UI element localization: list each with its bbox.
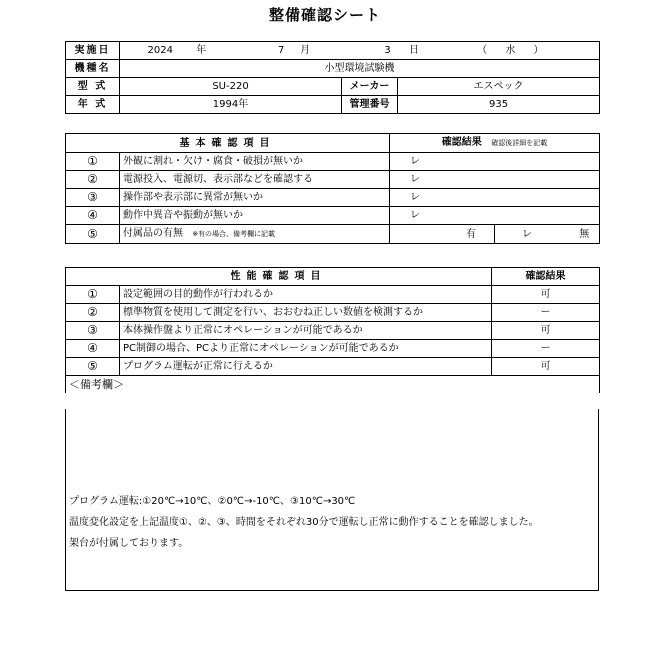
item-text: 動作中異音や振動が無いか <box>120 207 390 225</box>
maker-value: エスペック <box>398 78 600 96</box>
item-text: 設定範囲の目的動作が行われるか <box>120 286 492 304</box>
item-text: 本体操作盤より正常にオペレーションが可能であるか <box>120 322 492 340</box>
item-text: 電源投入、電源切、表示部などを確認する <box>120 171 390 189</box>
item-result: ー <box>492 304 600 322</box>
table-row <box>66 358 600 376</box>
table-row <box>66 207 600 225</box>
item-text: PC制御の場合、PCより正常にオペレーションが可能であるか <box>120 340 492 358</box>
day-value: 3 <box>384 45 391 56</box>
year-value: 2024 <box>147 45 173 56</box>
month-unit: 月 <box>300 45 311 56</box>
item-number: ① <box>66 286 120 304</box>
accessory-has: 有 <box>390 225 495 244</box>
item-result: 可 <box>492 286 600 304</box>
model-name-label: 機種名 <box>66 60 120 78</box>
item-number: ⑤ <box>66 358 120 376</box>
item-text: 操作部や表示部に異常が無いか <box>120 189 390 207</box>
perf-header: 性能確認項目 <box>66 268 492 286</box>
item-number: ④ <box>66 340 120 358</box>
item-number: ② <box>66 171 120 189</box>
item-result: 可 <box>492 358 600 376</box>
type-label: 型 式 <box>66 78 120 96</box>
table-row <box>66 153 600 171</box>
performance-check-table <box>65 267 600 393</box>
item-number: ⑤ <box>66 225 120 244</box>
notes-line: 架台が付属しております。 <box>69 538 189 549</box>
perf-header-row <box>66 268 600 286</box>
month-value: 7 <box>278 45 285 56</box>
table-row <box>66 286 600 304</box>
day-unit: 日 <box>408 45 419 56</box>
weekday-close: ） <box>533 45 544 56</box>
maker-label: メーカー <box>342 78 398 96</box>
item-result: 可 <box>492 322 600 340</box>
item-text <box>120 225 390 244</box>
accessory-none-cell <box>495 225 600 244</box>
item-number: ③ <box>66 322 120 340</box>
notes-text <box>69 491 539 554</box>
item-result: レ <box>390 171 600 189</box>
item-number: ① <box>66 153 120 171</box>
accessory-row <box>66 225 600 244</box>
item-text: プログラム運転が正常に行えるか <box>120 358 492 376</box>
page-title: 整備確認シート <box>268 6 381 24</box>
model-name-value: 小型環境試験機 <box>120 60 600 78</box>
item-result: レ <box>390 189 600 207</box>
accessory-note: ※有の場合、備考欄に記載 <box>192 230 276 238</box>
notes-line: プログラム運転:①20℃→10℃、②0℃→-10℃、③10℃→30℃ <box>69 496 356 507</box>
table-row <box>66 171 600 189</box>
type-value: SU-220 <box>120 78 342 96</box>
basic-check-table <box>65 133 600 244</box>
year-model-row <box>66 96 600 114</box>
basic-result-note: 確認後詳細を記載 <box>491 139 548 147</box>
info-table <box>65 41 600 114</box>
mgmt-no-label: 管理番号 <box>342 96 398 114</box>
date-row <box>66 42 600 60</box>
basic-header-row <box>66 134 600 153</box>
year-model-value: 1994年 <box>120 96 342 114</box>
date-label: 実施日 <box>66 42 120 60</box>
basic-result-header <box>390 134 600 153</box>
mgmt-no-value: 935 <box>398 96 600 114</box>
accessory-text: 付属品の有無 <box>123 228 183 239</box>
perf-result-header: 確認結果 <box>492 268 600 286</box>
table-row <box>66 340 600 358</box>
basic-header: 基本確認項目 <box>66 134 390 153</box>
table-row <box>66 189 600 207</box>
weekday-open: （ <box>477 45 488 56</box>
basic-result-header-label: 確認結果 <box>441 137 482 148</box>
accessory-none: 無 <box>579 228 590 240</box>
item-result: レ <box>390 207 600 225</box>
year-unit: 年 <box>196 45 207 56</box>
notes-label-row <box>66 376 600 394</box>
item-result: レ <box>390 153 600 171</box>
table-row <box>66 322 600 340</box>
item-number: ② <box>66 304 120 322</box>
item-text: 外観に割れ・欠け・腐食・破損が無いか <box>120 153 390 171</box>
weekday-value: 水 <box>505 45 516 56</box>
date-value <box>120 42 600 60</box>
year-model-label: 年 式 <box>66 96 120 114</box>
notes-line: 温度変化設定を上記温度①、②、③、時間をそれぞれ30分で運転し正常に動作することを確認しました。 <box>69 517 539 528</box>
notes-label: ＜備考欄＞ <box>66 376 600 394</box>
item-text: 標準物質を使用して測定を行い、おおむね正しい数値を検測するか <box>120 304 492 322</box>
notes-box <box>65 409 599 591</box>
item-number: ④ <box>66 207 120 225</box>
item-result: ー <box>492 340 600 358</box>
table-row <box>66 304 600 322</box>
item-number: ③ <box>66 189 120 207</box>
accessory-mark: レ <box>522 228 532 240</box>
type-row <box>66 78 600 96</box>
model-name-row <box>66 60 600 78</box>
